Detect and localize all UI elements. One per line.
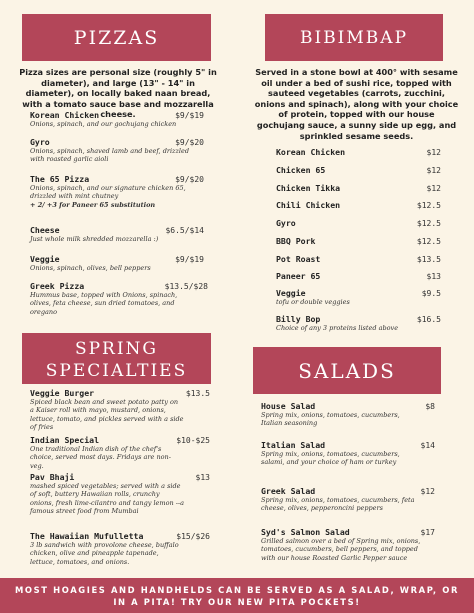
item-price: $13 <box>195 473 210 482</box>
item-name: BBQ Pork <box>276 236 316 246</box>
menu-item-bibimbap <box>276 254 441 264</box>
footer-banner <box>0 578 474 613</box>
item-description: tofu or double veggies <box>276 298 350 306</box>
menu-item-salad <box>261 527 435 562</box>
item-description: Spring mix, onions, tomatoes, cucumbers, feta cheese, olives, pepperoncini peppers <box>261 496 415 513</box>
item-description: Hummus base, topped with Onions, spinach, olives, feta cheese, sun dried tomatoes, and oregano <box>30 291 178 316</box>
item-name: Veggie <box>276 288 306 298</box>
item-description: Grilled salmon over a bed of Spring mix, onions, tomatoes, cucumbers, bell peppers, and topped with our house Roasted Garlic Pepper sauce <box>261 537 421 562</box>
item-name: Paneer 65 <box>276 271 321 281</box>
item-name: Cheese <box>30 225 60 235</box>
item-name: Gyro <box>276 218 296 228</box>
heading-line: SPECIALTIES <box>45 360 188 381</box>
menu-item-pizza <box>30 281 208 316</box>
item-price: $9/$20 <box>175 175 204 184</box>
item-price: $13.5 <box>416 255 441 264</box>
item-price: $13.5 <box>185 389 210 398</box>
footer-line: MOST HOAGIES AND HANDHELDS CAN BE SERVED AS A SALAD, WRAP, OR <box>14 584 460 595</box>
bibimbap-intro: Served in a stone bowl at 400° with sesame oil under a bed of sushi rice, topped with sauteed vegetables (carrots, zucchini, onions and spinach), along with your choice of protein, topped with our house gochujang sauce, a sunny side up egg, and sprinkled sesame seeds. <box>254 67 459 141</box>
menu-item-bibimbap <box>276 218 441 228</box>
footer-line: IN A PITA! TRY OUR NEW PITA POCKETS! <box>113 596 361 607</box>
menu-item-pizza <box>30 225 204 243</box>
menu-item-bibimbap <box>276 147 441 157</box>
item-price: $8 <box>425 402 435 411</box>
item-price: $15/$26 <box>176 532 210 541</box>
item-description: Choice of any 3 proteins listed above <box>276 324 399 332</box>
menu-item-special <box>30 435 210 470</box>
item-price: $10-$25 <box>176 436 210 445</box>
item-name: Chicken Tikka <box>276 183 341 193</box>
item-name: Syd's Salmon Salad <box>261 527 350 537</box>
item-description: Onions, spinach, shaved lamb and beef, drizzled with roasted garlic aioli <box>30 147 189 164</box>
item-price: $9/$20 <box>175 138 204 147</box>
item-description: Spring mix, onions, tomatoes, cucumbers, salami, and your choice of ham or turkey <box>261 450 400 467</box>
item-name: Billy Bop <box>276 314 321 324</box>
item-name: Pav Bhaji <box>30 472 75 482</box>
heading-line: SPRING <box>74 338 159 359</box>
item-price: $17 <box>420 528 435 537</box>
item-price: $12 <box>426 148 441 157</box>
menu-item-salad <box>261 440 435 467</box>
item-description: mashed spiced vegetables; served with a side of soft, buttery Hawaiian rolls, crunchy onions, fresh lime-cilantro and tangy lemon --a famous street food from Mumbai <box>30 482 185 516</box>
item-description: One traditional Indian dish of the chef's choice, served most days. Fridays are non-veg. <box>30 445 171 470</box>
menu-item-pizza <box>30 174 204 209</box>
item-description: Spiced black bean and sweet potato patty on a Kaiser roll with mayo, mustard, onions, lettuce, tomato, and pickles served with a side of fries <box>30 398 184 432</box>
item-description: 3 lb sandwich with provolone cheese, buffalo chicken, olive and pineapple tapenade, lettuce, tomatoes, and onions. <box>30 541 179 566</box>
menu-item-bibimbap <box>276 236 441 246</box>
item-price: $14 <box>420 441 435 450</box>
item-name: Chicken 65 <box>276 165 326 175</box>
item-name: House Salad <box>261 401 316 411</box>
item-name: Greek Salad <box>261 486 316 496</box>
spring-specialties-heading <box>22 333 211 384</box>
menu-item-pizza <box>30 137 204 164</box>
item-price: $9.5 <box>421 289 441 298</box>
item-price: $16.5 <box>416 315 441 324</box>
menu-item-special <box>30 472 210 516</box>
item-price: $12 <box>426 166 441 175</box>
menu-item-pizza <box>30 254 204 272</box>
item-extra-note: + 2/ +3 for Paneer 65 substitution <box>30 200 156 209</box>
item-name: Chili Chicken <box>276 200 341 210</box>
menu-item-bibimbap <box>276 271 441 281</box>
item-name: The Hawaiian Mufulletta <box>30 531 144 541</box>
item-name: Italian Salad <box>261 440 326 450</box>
menu-item-salad <box>261 401 435 428</box>
menu-item-salad <box>261 486 435 513</box>
pizzas-intro: Pizza sizes are personal size (roughly 5" in diameter), and large (13" - 14" in diameter), on locally baked naan bread, with a tomato sauce base and mozzarella cheese. <box>19 67 217 120</box>
bibimbap-heading: BIBIMBAP <box>265 14 443 61</box>
item-description: Spring mix, onions, tomatoes, cucumbers, Italian seasoning <box>261 411 400 428</box>
item-price: $9/$19 <box>175 111 204 120</box>
item-name: Gyro <box>30 137 50 147</box>
item-price: $12.5 <box>416 219 441 228</box>
item-price: $12 <box>426 184 441 193</box>
item-price: $13 <box>426 272 441 281</box>
item-name: Indian Special <box>30 435 100 445</box>
item-name: Korean Chicken <box>276 147 346 157</box>
item-name: Korean Chicken <box>30 110 100 120</box>
item-price: $9/$19 <box>175 255 204 264</box>
menu-item-bibimbap <box>276 288 441 306</box>
item-name: Veggie <box>30 254 60 264</box>
menu-item-bibimbap <box>276 314 441 332</box>
item-name: The 65 Pizza <box>30 174 90 184</box>
item-price: $6.5/$14 <box>165 226 204 235</box>
item-name: Veggie Burger <box>30 388 95 398</box>
item-name: Greek Pizza <box>30 281 85 291</box>
menu-item-special <box>30 531 210 566</box>
menu-item-bibimbap <box>276 165 441 175</box>
item-name: Pot Roast <box>276 254 321 264</box>
item-description: Onions, spinach, and our gochujang chicken <box>30 120 177 128</box>
pizzas-heading: PIZZAS <box>22 14 211 61</box>
menu-item-pizza <box>30 110 204 128</box>
item-price: $12.5 <box>416 237 441 246</box>
menu-item-bibimbap <box>276 200 441 210</box>
salads-heading: SALADS <box>253 347 441 394</box>
menu-item-bibimbap <box>276 183 441 193</box>
item-description: Onions, spinach, and our signature chicken 65, drizzled with mint chutney <box>30 184 186 201</box>
menu-item-special <box>30 388 210 432</box>
item-price: $12.5 <box>416 201 441 210</box>
item-description: Just whole milk shredded mozzarella :) <box>30 235 159 243</box>
item-price: $13.5/$28 <box>164 282 208 291</box>
item-price: $12 <box>420 487 435 496</box>
item-description: Onions, spinach, olives, bell peppers <box>30 264 151 272</box>
